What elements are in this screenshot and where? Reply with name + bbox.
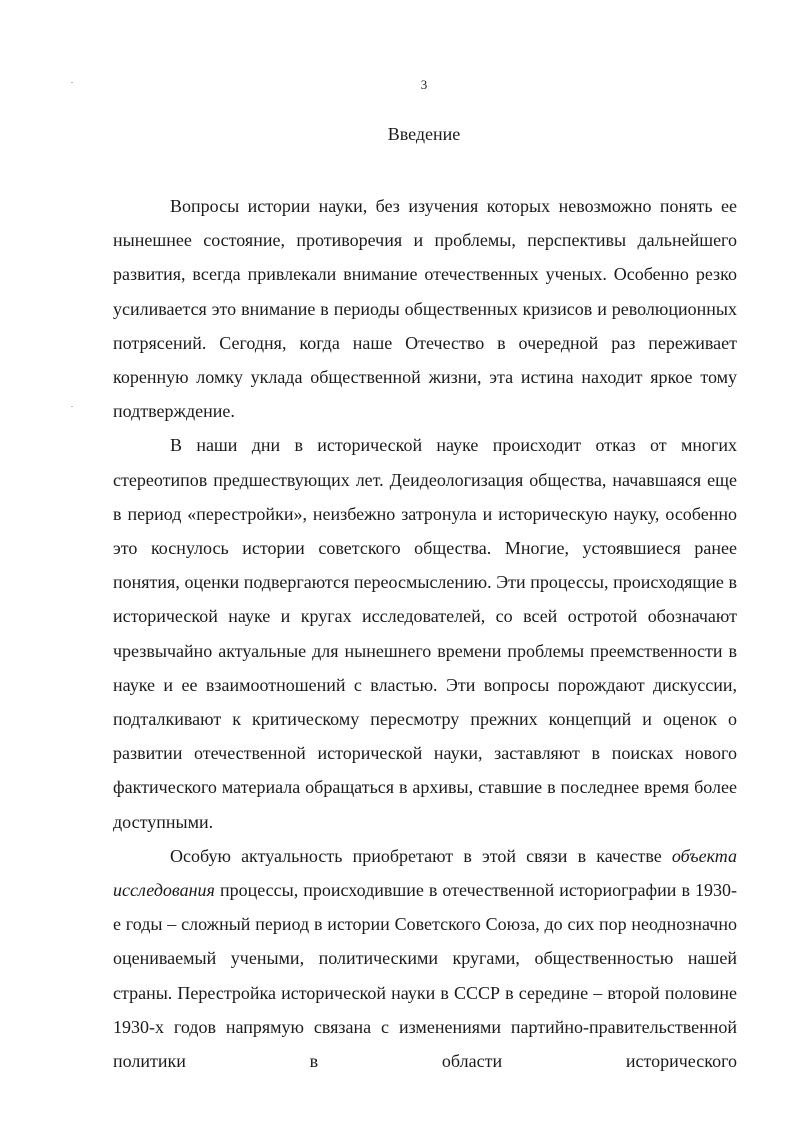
paragraph-2: В наши дни в исторической науке происходит отказ от многих стереотипов предшествующих лет. Деидеологизация общества, начавшаяся еще в период «перестройки», неизбежно затронула и историческую науку, особенно это коснулось истории советского общества. Многие, устоявшиеся ранее понятия, оценки подвергаются переосмыслению. Эти процессы, происходящие в исторической науке и кругах исследователей, со всей остротой обозначают чрезвычайно актуальные для нынешнего времени проблемы преемственности в науке и ее взаимоотношений с властью. Эти вопросы порождают дискуссии, подталкивают к критическому пересмотру прежних концепций и оценок о развитии отечественной исторической науки, заставляют в поисках нового фактического материала обращаться в архивы, ставшие в последнее время более доступными. bbox=[113, 435, 737, 832]
paragraph-3-text-end: процессы, происходившие в отечественной историографии в 1930-е годы – сложный период в истории Советского Союза, до сих пор неоднозначно оцениваемый учеными, политическими кругами, общественностью нашей страны. Перестройка исторической науки в СССР в середине – второй половине 1930-х годов напрямую связана с изменениями партийно-правительственной политики в области исторического bbox=[113, 880, 737, 1072]
paragraph-1: Вопросы истории науки, без изучения которых невозможно понять ее нынешнее состояние, противоречия и проблемы, перспективы дальнейшего развития, всегда привлекали внимание отечественных ученых. Особенно резко усиливается это внимание в периоды общественных кризисов и революционных потрясений. Сегодня, когда наше Отечество в очередной раз переживает коренную ломку уклада общественной жизни, эта истина находит яркое тому подтверждение. bbox=[113, 196, 737, 422]
page-title: Введение bbox=[387, 124, 461, 144]
page-number: 3 bbox=[420, 77, 428, 92]
paragraph-3-emphasis: объекта исследования bbox=[113, 845, 737, 901]
paragraph-3-text-start: Особую актуальность приобретают в этой связи в качестве bbox=[170, 845, 672, 866]
paragraph-3 bbox=[113, 839, 737, 1078]
scan-artifact bbox=[71, 406, 73, 407]
body-text bbox=[113, 189, 737, 1078]
